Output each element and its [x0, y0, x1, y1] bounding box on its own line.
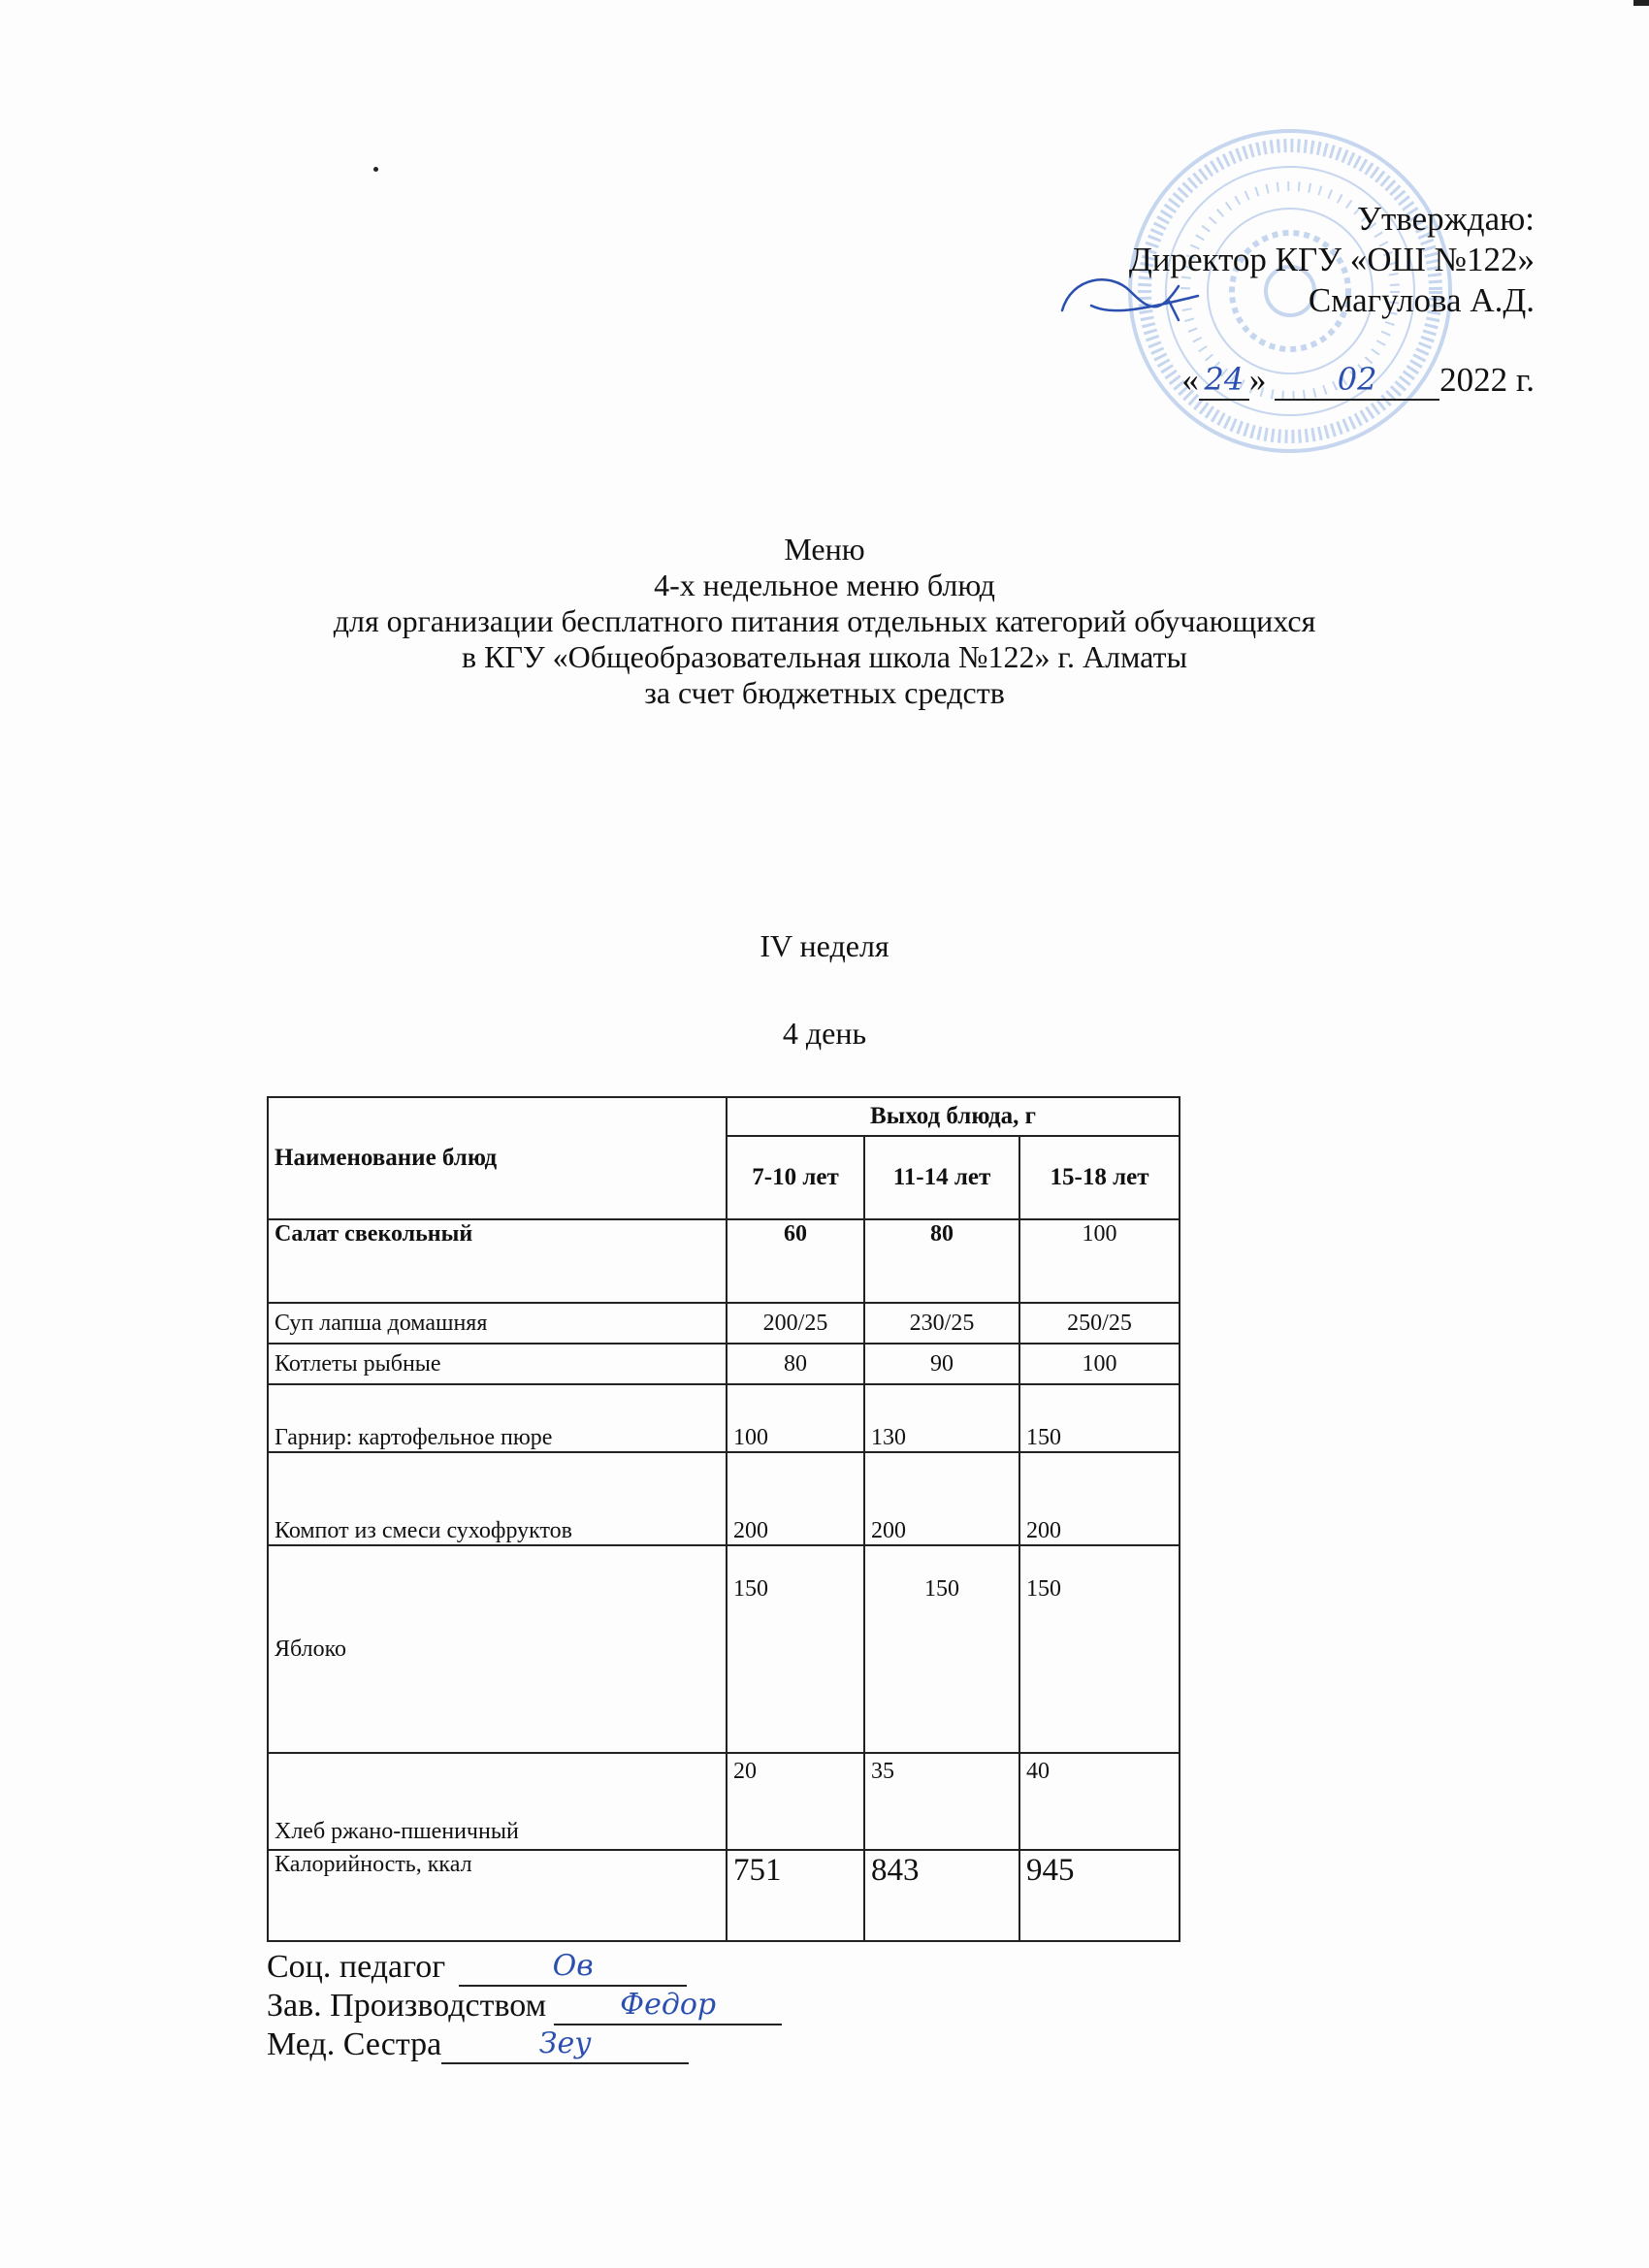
signer-role: Зав. Производством — [267, 1988, 547, 2024]
date-day: 24 — [1199, 360, 1249, 401]
table-row — [268, 1384, 1180, 1452]
heading-line-5: за счет бюджетных средств — [644, 675, 1005, 710]
week-label: IV неделя — [760, 928, 889, 963]
heading-line-4: в КГУ «Общеобразовательная школа №122» г. Алматы — [462, 639, 1187, 674]
dish-value: 60 — [727, 1219, 864, 1303]
dish-value: 100 — [727, 1384, 864, 1452]
signers-block — [267, 1948, 782, 2064]
calories-value: 843 — [864, 1850, 1019, 1941]
signature-handwritten: Ов — [459, 1948, 687, 1987]
signer-role: Соц. педагог — [267, 1949, 446, 1985]
dish-value: 250/25 — [1019, 1303, 1180, 1344]
signature-handwritten: Зеу — [441, 2025, 689, 2064]
dish-value: 20 — [727, 1753, 864, 1850]
menu-table — [267, 1096, 1180, 1942]
calories-value: 945 — [1019, 1850, 1180, 1941]
scan-edge-mark — [1633, 0, 1649, 6]
heading-line-2: 4-х недельное меню блюд — [654, 567, 995, 602]
signer-nurse — [267, 2025, 782, 2064]
dish-value: 100 — [1019, 1219, 1180, 1303]
col-header-age: 15-18 лет — [1019, 1136, 1180, 1219]
approval-position: Директор КГУ «ОШ №122» — [1128, 241, 1535, 278]
dish-name: Салат свекольный — [268, 1219, 727, 1303]
dish-value: 100 — [1019, 1344, 1180, 1384]
approval-title: Утверждаю: — [1357, 200, 1535, 238]
approval-name: Смагулова А.Д. — [1308, 281, 1535, 319]
signer-social-pedagogue — [267, 1948, 782, 1987]
date-close-quote: » — [1248, 361, 1267, 399]
dish-value: 200 — [1019, 1452, 1180, 1545]
dish-value: 150 — [1019, 1545, 1180, 1753]
dish-value: 150 — [727, 1545, 864, 1753]
col-header-name: Наименование блюд — [268, 1097, 727, 1219]
dish-name: Суп лапша домашняя — [268, 1303, 727, 1344]
signer-production-head — [267, 1987, 782, 2025]
signature-handwritten: Федор — [554, 1987, 782, 2025]
date-month: 02 — [1275, 360, 1439, 401]
dish-name: Хлеб ржано-пшеничный — [268, 1753, 727, 1850]
dish-value: 130 — [864, 1384, 1019, 1452]
dish-value: 200 — [864, 1452, 1019, 1545]
dish-value: 35 — [864, 1753, 1019, 1850]
dish-value: 150 — [1019, 1384, 1180, 1452]
col-header-age: 7-10 лет — [727, 1136, 864, 1219]
table-row — [268, 1545, 1180, 1753]
dish-value: 200/25 — [727, 1303, 864, 1344]
heading-line-3: для организации бесплатного питания отдельных категорий обучающихся — [333, 603, 1316, 638]
dish-name: Компот из смеси сухофруктов — [268, 1452, 727, 1545]
col-header-age: 11-14 лет — [864, 1136, 1019, 1219]
dish-value: 230/25 — [864, 1303, 1019, 1344]
dish-value: 150 — [864, 1545, 1019, 1753]
dish-value: 80 — [864, 1219, 1019, 1303]
dish-name: Гарнир: картофельное пюре — [268, 1384, 727, 1452]
dish-name: Яблоко — [268, 1545, 727, 1753]
date-open-quote: « — [1181, 361, 1199, 399]
signer-role: Мед. Сестра — [267, 2026, 442, 2062]
heading-line-1: Меню — [784, 532, 865, 567]
table-row — [268, 1303, 1180, 1344]
document-heading — [0, 532, 1649, 711]
calories-value: 751 — [727, 1850, 864, 1941]
dish-value: 90 — [864, 1344, 1019, 1384]
date-year: 2022 г. — [1439, 361, 1535, 399]
table-row — [268, 1753, 1180, 1850]
dish-value: 80 — [727, 1344, 864, 1384]
table-row — [268, 1219, 1180, 1303]
approval-block — [1129, 199, 1535, 401]
table-row — [268, 1344, 1180, 1384]
col-header-group: Выход блюда, г — [727, 1097, 1180, 1136]
dish-value: 200 — [727, 1452, 864, 1545]
day-label: 4 день — [782, 1016, 867, 1051]
table-row — [268, 1452, 1180, 1545]
dish-name: Котлеты рыбные — [268, 1344, 727, 1384]
scan-dot — [373, 167, 378, 172]
approval-date — [1129, 360, 1535, 401]
dish-value: 40 — [1019, 1753, 1180, 1850]
calories-label: Калорийность, ккал — [268, 1850, 727, 1941]
table-row-calories — [268, 1850, 1180, 1941]
